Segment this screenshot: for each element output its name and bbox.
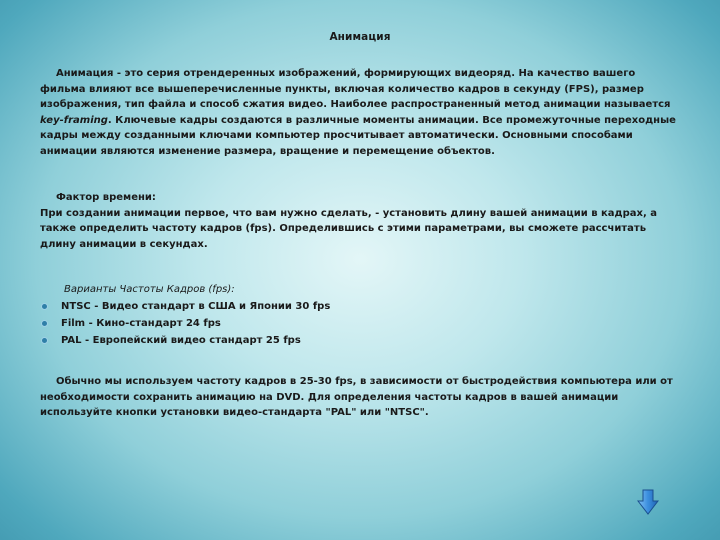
down-arrow-icon[interactable]	[637, 489, 659, 515]
variants-heading: Варианты Частоты Кадров (fps):	[64, 284, 235, 295]
closing-text: Обычно мы используем частоту кадров в 25-30 fps, в зависимости от быстродействия компьютера или от необходимости сохранить анимацию на DVD. Для определения частоты кадров в вашей анимации используйте кнопки установки видео-стандарта "PAL" или "NTSC".	[40, 376, 673, 418]
list-item	[40, 315, 640, 332]
intro-term: key-framing	[40, 114, 108, 126]
intro-paragraph	[40, 66, 680, 159]
list-item	[40, 332, 640, 349]
time-factor-paragraph	[40, 190, 680, 252]
slide-title: Анимация	[329, 31, 391, 43]
time-factor-heading-text: Фактор времени:	[56, 192, 156, 203]
frame-rate-variants	[40, 281, 640, 349]
closing-paragraph	[40, 374, 680, 421]
variants-list	[40, 298, 640, 349]
time-factor-text: При создании анимации первое, что вам нужно сделать, - установить длину вашей анимации в кадрах, а также определить частоту кадров (fps). Определившись с этими параметрами, вы сможете рассчитать длину анимации в секундах.	[40, 207, 658, 250]
bullet-icon	[42, 338, 47, 343]
intro-text-start: Анимация - это серия отрендеренных изображений, формирующих видеоряд. На качество вашего фильма влияют все вышеперечисленные пункты, включая количество кадров в секунду (FPS), размер изображения, тип файла и способ сжатия видео. Наиболее распространенный метод анимации называется	[40, 68, 671, 110]
time-factor-heading	[40, 190, 680, 206]
bullet-icon	[42, 321, 47, 326]
variant-pal: PAL - Европейский видео стандарт 25 fps	[61, 335, 301, 346]
variant-film: Film - Кино-стандарт 24 fps	[61, 318, 221, 329]
bullet-icon	[42, 304, 47, 309]
list-item	[40, 298, 640, 315]
variant-ntsc: NTSC - Видео стандарт в США и Японии 30 fps	[61, 301, 331, 312]
intro-text-end: . Ключевые кадры создаются в различные моменты анимации. Все промежуточные переходные кадры между созданными ключами компьютер просчитывает автоматически. Основными способами анимации являются изменение размера, вращение и перемещение объектов.	[40, 114, 676, 157]
